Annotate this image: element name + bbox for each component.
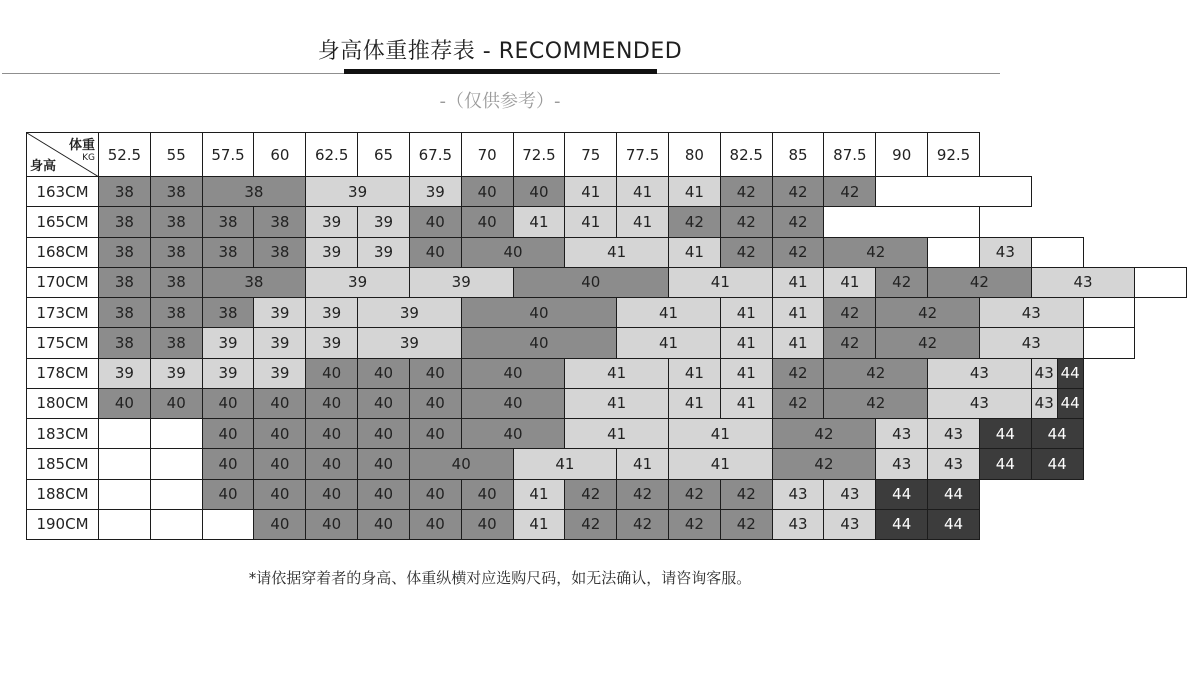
size-cell: 41	[720, 327, 773, 358]
size-cell: 40	[357, 388, 410, 419]
size-cell: 42	[875, 327, 980, 358]
size-cell: 42	[720, 206, 773, 237]
size-cell: 41	[513, 448, 618, 479]
page-title: 身高体重推荐表 - RECOMMENDED	[317, 39, 683, 64]
size-cell: 43	[875, 448, 928, 479]
weight-header-cell: 92.5	[927, 132, 980, 177]
size-cell: 39	[409, 176, 462, 207]
size-cell: 40	[357, 358, 410, 389]
size-cell: 42	[564, 509, 617, 540]
size-cell: 40	[461, 206, 514, 237]
size-cell: 42	[875, 297, 980, 328]
size-cell: 40	[409, 418, 462, 449]
empty-cell	[150, 448, 203, 479]
size-cell: 40	[150, 388, 203, 419]
size-cell: 40	[409, 237, 462, 268]
size-cell: 41	[720, 358, 773, 389]
size-chart-table	[26, 132, 1093, 539]
empty-cell	[927, 237, 980, 268]
size-cell: 42	[772, 418, 877, 449]
table-corner-header	[26, 132, 99, 177]
size-cell: 42	[668, 479, 721, 510]
size-cell: 39	[202, 358, 255, 389]
size-cell: 38	[98, 267, 151, 298]
empty-cell	[150, 509, 203, 540]
size-cell: 41	[513, 509, 566, 540]
size-cell: 43	[1031, 267, 1136, 298]
weight-header-cell: 77.5	[616, 132, 669, 177]
size-cell: 43	[875, 418, 928, 449]
size-cell: 40	[409, 206, 462, 237]
size-cell: 43	[979, 327, 1084, 358]
title-underline	[344, 69, 657, 74]
size-cell: 41	[772, 267, 825, 298]
size-cell: 42	[772, 388, 825, 419]
size-cell: 40	[461, 237, 566, 268]
weight-header-cell: 55	[150, 132, 203, 177]
size-cell: 38	[98, 327, 151, 358]
size-cell: 38	[150, 206, 203, 237]
size-cell: 40	[98, 388, 151, 419]
size-cell: 38	[150, 327, 203, 358]
size-cell: 42	[927, 267, 1032, 298]
size-cell: 44	[875, 509, 928, 540]
size-cell: 41	[616, 327, 721, 358]
size-cell: 42	[772, 358, 825, 389]
weight-header-cell: 60	[253, 132, 306, 177]
size-cell: 40	[461, 418, 566, 449]
size-cell: 39	[253, 327, 306, 358]
size-cell: 42	[616, 479, 669, 510]
height-row-header: 183CM	[26, 418, 99, 449]
empty-cell	[1083, 327, 1136, 358]
size-cell: 41	[564, 388, 669, 419]
size-cell: 39	[305, 176, 410, 207]
height-row-header: 190CM	[26, 509, 99, 540]
size-cell: 41	[823, 267, 876, 298]
size-cell: 40	[253, 509, 306, 540]
size-cell: 40	[461, 297, 617, 328]
size-cell: 38	[150, 267, 203, 298]
size-cell: 41	[668, 388, 721, 419]
size-cell: 39	[305, 206, 358, 237]
size-cell: 40	[357, 448, 410, 479]
size-cell: 42	[823, 297, 876, 328]
size-cell: 42	[720, 176, 773, 207]
size-cell: 41	[668, 237, 721, 268]
size-cell: 43	[1031, 358, 1058, 389]
weight-header-cell: 85	[772, 132, 825, 177]
size-cell: 40	[305, 509, 358, 540]
empty-cell	[98, 509, 151, 540]
empty-cell	[98, 418, 151, 449]
size-cell: 43	[772, 509, 825, 540]
size-cell: 40	[357, 418, 410, 449]
weight-header-cell: 67.5	[409, 132, 462, 177]
size-cell: 39	[253, 297, 306, 328]
size-cell: 44	[927, 479, 980, 510]
size-cell: 40	[305, 448, 358, 479]
size-cell: 42	[720, 237, 773, 268]
size-cell: 38	[202, 297, 255, 328]
empty-cell	[1031, 237, 1084, 268]
size-cell: 40	[202, 479, 255, 510]
empty-cell	[150, 479, 203, 510]
weight-header-cell: 75	[564, 132, 617, 177]
size-cell: 39	[305, 297, 358, 328]
size-cell: 44	[927, 509, 980, 540]
size-cell: 38	[253, 206, 306, 237]
weight-header-cell: 52.5	[98, 132, 151, 177]
size-cell: 40	[513, 176, 566, 207]
size-cell: 39	[253, 358, 306, 389]
size-cell: 40	[409, 479, 462, 510]
weight-unit-label: KG	[82, 153, 95, 163]
height-row-header: 165CM	[26, 206, 99, 237]
weight-header-cell: 72.5	[513, 132, 566, 177]
size-cell: 43	[927, 358, 1032, 389]
empty-cell	[202, 509, 255, 540]
size-cell: 44	[979, 418, 1032, 449]
size-cell: 38	[202, 237, 255, 268]
size-cell: 43	[927, 418, 980, 449]
size-cell: 43	[979, 237, 1032, 268]
empty-cell	[98, 448, 151, 479]
size-cell: 39	[98, 358, 151, 389]
size-cell: 41	[772, 327, 825, 358]
empty-cell	[98, 479, 151, 510]
height-row-header: 185CM	[26, 448, 99, 479]
size-cell: 38	[98, 297, 151, 328]
footnote: *请依据穿着者的身高、体重纵横对应选购尺码，如无法确认，请咨询客服。	[248, 569, 752, 587]
size-cell: 42	[823, 388, 928, 419]
weight-header-cell: 62.5	[305, 132, 358, 177]
size-cell: 40	[253, 418, 306, 449]
size-cell: 44	[979, 448, 1032, 479]
size-cell: 42	[616, 509, 669, 540]
size-cell: 41	[564, 176, 617, 207]
size-cell: 40	[253, 448, 306, 479]
size-cell: 42	[823, 176, 876, 207]
empty-cell	[150, 418, 203, 449]
size-cell: 42	[823, 358, 928, 389]
height-row-header: 178CM	[26, 358, 99, 389]
size-cell: 41	[616, 176, 669, 207]
weight-header-cell: 70	[461, 132, 514, 177]
size-cell: 41	[616, 206, 669, 237]
size-cell: 43	[1031, 388, 1058, 419]
size-cell: 43	[927, 388, 1032, 419]
size-cell: 44	[1057, 388, 1084, 419]
size-cell: 40	[461, 479, 514, 510]
size-cell: 38	[98, 237, 151, 268]
size-cell: 40	[357, 479, 410, 510]
size-cell: 41	[720, 297, 773, 328]
size-cell: 41	[564, 418, 669, 449]
size-cell: 44	[1031, 448, 1084, 479]
size-cell: 40	[461, 358, 566, 389]
size-cell: 40	[357, 509, 410, 540]
empty-cell	[1134, 267, 1187, 298]
size-cell: 39	[305, 267, 410, 298]
size-cell: 38	[150, 176, 203, 207]
size-cell: 39	[150, 358, 203, 389]
size-cell: 39	[305, 327, 358, 358]
size-cell: 41	[564, 206, 617, 237]
size-cell: 39	[357, 237, 410, 268]
size-cell: 41	[616, 448, 669, 479]
height-row-header: 168CM	[26, 237, 99, 268]
size-cell: 38	[202, 267, 307, 298]
size-cell: 41	[668, 358, 721, 389]
size-cell: 40	[461, 327, 617, 358]
size-cell: 42	[668, 509, 721, 540]
page-subtitle: -（仅供参考）-	[439, 91, 561, 112]
size-cell: 40	[305, 358, 358, 389]
size-cell: 38	[202, 176, 307, 207]
height-row-header: 175CM	[26, 327, 99, 358]
size-cell: 40	[409, 448, 514, 479]
size-cell: 43	[979, 297, 1084, 328]
size-cell: 41	[720, 388, 773, 419]
size-cell: 41	[616, 297, 721, 328]
size-cell: 40	[409, 509, 462, 540]
weight-header-cell: 65	[357, 132, 410, 177]
size-cell: 42	[772, 206, 825, 237]
height-row-header: 173CM	[26, 297, 99, 328]
size-cell: 42	[823, 237, 928, 268]
size-cell: 44	[1057, 358, 1084, 389]
size-cell: 42	[875, 267, 928, 298]
size-cell: 43	[823, 479, 876, 510]
size-cell: 39	[357, 206, 410, 237]
size-cell: 40	[202, 418, 255, 449]
size-cell: 41	[564, 358, 669, 389]
weight-header-cell: 82.5	[720, 132, 773, 177]
size-cell: 42	[564, 479, 617, 510]
height-row-header: 170CM	[26, 267, 99, 298]
size-cell: 42	[668, 206, 721, 237]
height-axis-label: 身高	[30, 159, 57, 174]
size-cell: 40	[202, 388, 255, 419]
size-cell: 39	[202, 327, 255, 358]
size-cell: 44	[1031, 418, 1084, 449]
size-cell: 44	[875, 479, 928, 510]
size-cell: 39	[409, 267, 514, 298]
weight-header-cell: 90	[875, 132, 928, 177]
size-cell: 38	[98, 206, 151, 237]
size-cell: 40	[513, 267, 669, 298]
size-cell: 43	[927, 448, 980, 479]
size-cell: 38	[150, 237, 203, 268]
size-cell: 38	[98, 176, 151, 207]
size-cell: 40	[409, 358, 462, 389]
size-cell: 42	[772, 176, 825, 207]
size-cell: 42	[720, 479, 773, 510]
size-cell: 42	[772, 448, 877, 479]
size-cell: 40	[253, 479, 306, 510]
size-cell: 40	[305, 388, 358, 419]
size-cell: 38	[202, 206, 255, 237]
size-cell: 41	[564, 237, 669, 268]
height-row-header: 163CM	[26, 176, 99, 207]
size-cell: 40	[202, 448, 255, 479]
size-cell: 41	[668, 267, 773, 298]
height-row-header: 180CM	[26, 388, 99, 419]
size-cell: 42	[772, 237, 825, 268]
size-cell: 39	[305, 237, 358, 268]
weight-header-cell: 80	[668, 132, 721, 177]
size-cell: 42	[720, 509, 773, 540]
size-cell: 40	[461, 509, 514, 540]
empty-cell	[823, 206, 979, 237]
size-cell: 39	[357, 297, 462, 328]
size-cell: 41	[668, 418, 773, 449]
size-cell: 38	[253, 237, 306, 268]
size-cell: 40	[461, 176, 514, 207]
size-cell: 39	[357, 327, 462, 358]
size-cell: 41	[513, 206, 566, 237]
size-cell: 40	[461, 388, 566, 419]
weight-header-cell: 57.5	[202, 132, 255, 177]
size-cell: 38	[150, 297, 203, 328]
size-cell: 41	[668, 176, 721, 207]
size-cell: 41	[668, 448, 773, 479]
size-cell: 40	[409, 388, 462, 419]
empty-cell	[875, 176, 1031, 207]
empty-cell	[1083, 297, 1136, 328]
size-cell: 41	[772, 297, 825, 328]
size-cell: 40	[305, 479, 358, 510]
size-cell: 43	[772, 479, 825, 510]
size-cell: 43	[823, 509, 876, 540]
size-cell: 41	[513, 479, 566, 510]
weight-axis-label: 体重	[68, 138, 95, 153]
weight-header-cell: 87.5	[823, 132, 876, 177]
size-cell: 42	[823, 327, 876, 358]
height-row-header: 188CM	[26, 479, 99, 510]
size-cell: 40	[253, 388, 306, 419]
size-cell: 40	[305, 418, 358, 449]
